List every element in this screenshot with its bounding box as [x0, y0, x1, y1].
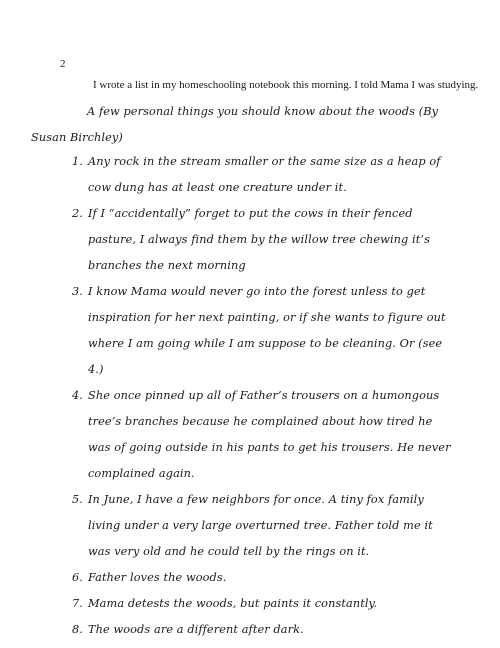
item-text: If I “accidentally” forget to put the cows in their fenced pasture, I always find them by the willow tree chewing it’s branches the next morning: [88, 207, 430, 272]
item-number: 2.: [72, 207, 83, 220]
item-number: 6.: [72, 571, 83, 584]
item-number: 1.: [72, 155, 83, 168]
list-item-8: [72, 617, 452, 643]
list-title: A few personal things you should know about the woods (By Susan Birchley): [31, 105, 439, 144]
list-item-2: [72, 201, 452, 279]
list-item-6: [72, 565, 452, 591]
list-item-3: [72, 279, 452, 383]
item-text: In June, I have a few neighbors for once. A tiny fox family living under a very large overturned tree. Father told me it was very old and he could tell by the rings on it.: [88, 493, 433, 558]
item-text: Father loves the woods.: [88, 571, 227, 584]
list-item-5: [72, 487, 452, 565]
list-item-1: [72, 149, 452, 201]
list-item-4: [72, 383, 452, 487]
item-number: 8.: [72, 623, 83, 636]
item-number: 5.: [72, 493, 83, 506]
item-text: Any rock in the stream smaller or the same size as a heap of cow dung has at least one creature under it.: [88, 155, 441, 194]
intro-sentence: I wrote a list in my homeschooling notebook this morning. I told Mama I was studying.: [93, 79, 479, 91]
page-number: 2: [60, 58, 66, 70]
item-number: 3.: [72, 285, 83, 298]
item-number: 4.: [72, 389, 83, 402]
item-text: The woods are a different after dark.: [88, 623, 304, 636]
item-text: Mama detests the woods, but paints it constantly.: [88, 597, 378, 610]
item-number: 7.: [72, 597, 83, 610]
woods-list: [72, 149, 452, 643]
list-item-7: [72, 591, 452, 617]
item-text: I know Mama would never go into the forest unless to get inspiration for her next painting, or if she wants to figure out where I am going while I am suppose to be cleaning. Or (see 4.): [88, 285, 446, 376]
item-text: She once pinned up all of Father’s trousers on a humongous tree’s branches because he complained about how tired he was of going outside in his pants to get his trousers. He never complained again.: [88, 389, 451, 480]
